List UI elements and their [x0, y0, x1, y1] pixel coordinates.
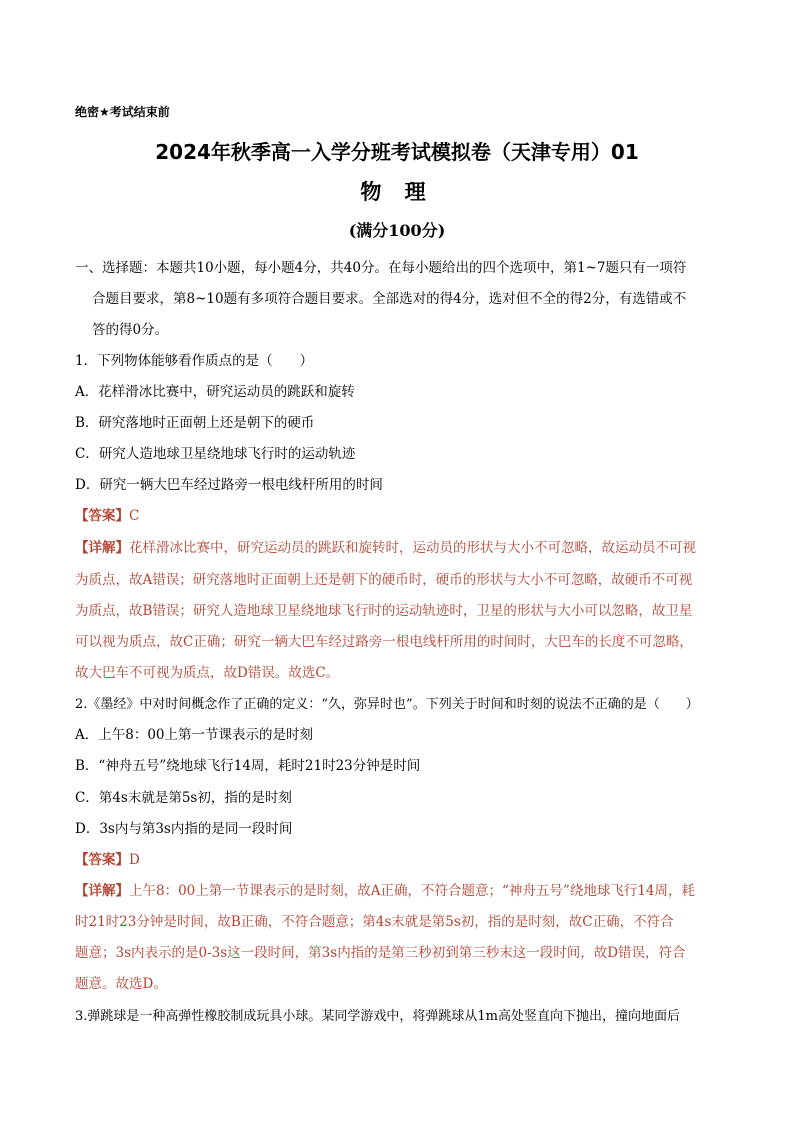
question-1-option-b: B．研究落地时正面朝上还是朝下的硬币 — [75, 415, 315, 431]
answer-value: D — [129, 852, 140, 868]
question-2-answer — [75, 854, 140, 868]
question-2-option-b: B．“神舟五号”绕地球飞行14周，耗时21时23分钟是时间 — [75, 758, 421, 774]
answer-label: 【答案】 — [75, 508, 129, 524]
question-1-answer — [75, 510, 139, 524]
question-1-detail-line — [75, 542, 696, 556]
question-2-detail-line: 题意。故选D。 — [75, 976, 167, 992]
question-2-detail-line: 题意；3s内表示的是0-3s这一段时间，第3s内指的是第三秒初到第三秒末这一段时间，故D错误，符合 — [75, 945, 686, 961]
section-instruction-line: 一、选择题：本题共10小题，每小题4分，共40分。在每小题给出的四个选项中，第1~7题只有一项符 — [75, 260, 687, 276]
subject-title: 物 理 — [360, 179, 434, 204]
question-2-option-d: D．3s内与第3s内指的是同一段时间 — [75, 821, 293, 837]
question-2-option-c: C．第4s末就是第5s初，指的是时刻 — [75, 790, 292, 806]
question-1-stem: 1．下列物体能够看作质点的是（ ） — [75, 353, 314, 369]
question-1-option-a: A．花样滑冰比赛中，研究运动员的跳跃和旋转 — [75, 384, 355, 400]
section-instruction-line: 合题目要求，第8~10题有多项符合题目要求。全部选对的得4分，选对但不全的得2分，有选错或不 — [92, 291, 687, 307]
question-2-option-a: A．上午8：00上第一节课表示的是时刻 — [75, 727, 314, 743]
detail-text: 上午8：00上第一节课表示的是时刻，故A正确，不符合题意；“神舟五号”绕地球飞行14周，耗 — [129, 883, 695, 899]
question-1-detail-line: 为质点，故A错误；研究落地时正面朝上还是朝下的硬币时，硬币的形状与大小不可忽略，故硬币不可视 — [75, 572, 693, 588]
question-1-option-c: C．研究人造地球卫星绕地球飞行时的运动轨迹 — [75, 446, 356, 462]
question-2-stem: 2.《墨经》中对时间概念作了正确的定义：“久，弥异时也”。下列关于时间和时刻的说法不正确的是（ ） — [75, 697, 699, 712]
answer-label: 【答案】 — [75, 852, 129, 868]
answer-value: C — [129, 508, 140, 524]
detail-text: 花样滑冰比赛中，研究运动员的跳跃和旋转时，运动员的形状与大小不可忽略，故运动员不可视 — [129, 540, 696, 556]
secret-label: 绝密★考试结束前 — [75, 105, 170, 119]
question-2-detail-line: 时21时23分钟是时间，故B正确，不符合题意；第4s末就是第5s初，指的是时刻，故C正确，不符合 — [75, 914, 674, 930]
full-score: (满分100分) — [348, 221, 446, 240]
exam-title: 2024年秋季高一入学分班考试模拟卷（天津专用）01 — [155, 140, 639, 164]
detail-label: 【详解】 — [75, 883, 129, 899]
detail-label: 【详解】 — [75, 540, 129, 556]
question-2-detail-line — [75, 885, 695, 899]
section-instruction-line: 答的得0分。 — [92, 322, 169, 338]
question-1-detail-line: 可以视为质点，故C正确；研究一辆大巴车经过路旁一根电线杆所用的时间时，大巴车的长度不可忽略， — [75, 634, 693, 650]
question-1-detail-line: 为质点，故B错误；研究人造地球卫星绕地球飞行时的运动轨迹时，卫星的形状与大小可以忽略，故卫星 — [75, 603, 693, 619]
question-1-detail-line: 故大巴车不可视为质点，故D错误。故选C。 — [75, 665, 340, 681]
question-3-stem: 3.弹跳球是一种高弹性橡胶制成玩具小球。某同学游戏中，将弹跳球从1m高处竖直向下抛出，撞向地面后 — [75, 1009, 681, 1024]
question-1-option-d: D．研究一辆大巴车经过路旁一根电线杆所用的时间 — [75, 477, 383, 493]
